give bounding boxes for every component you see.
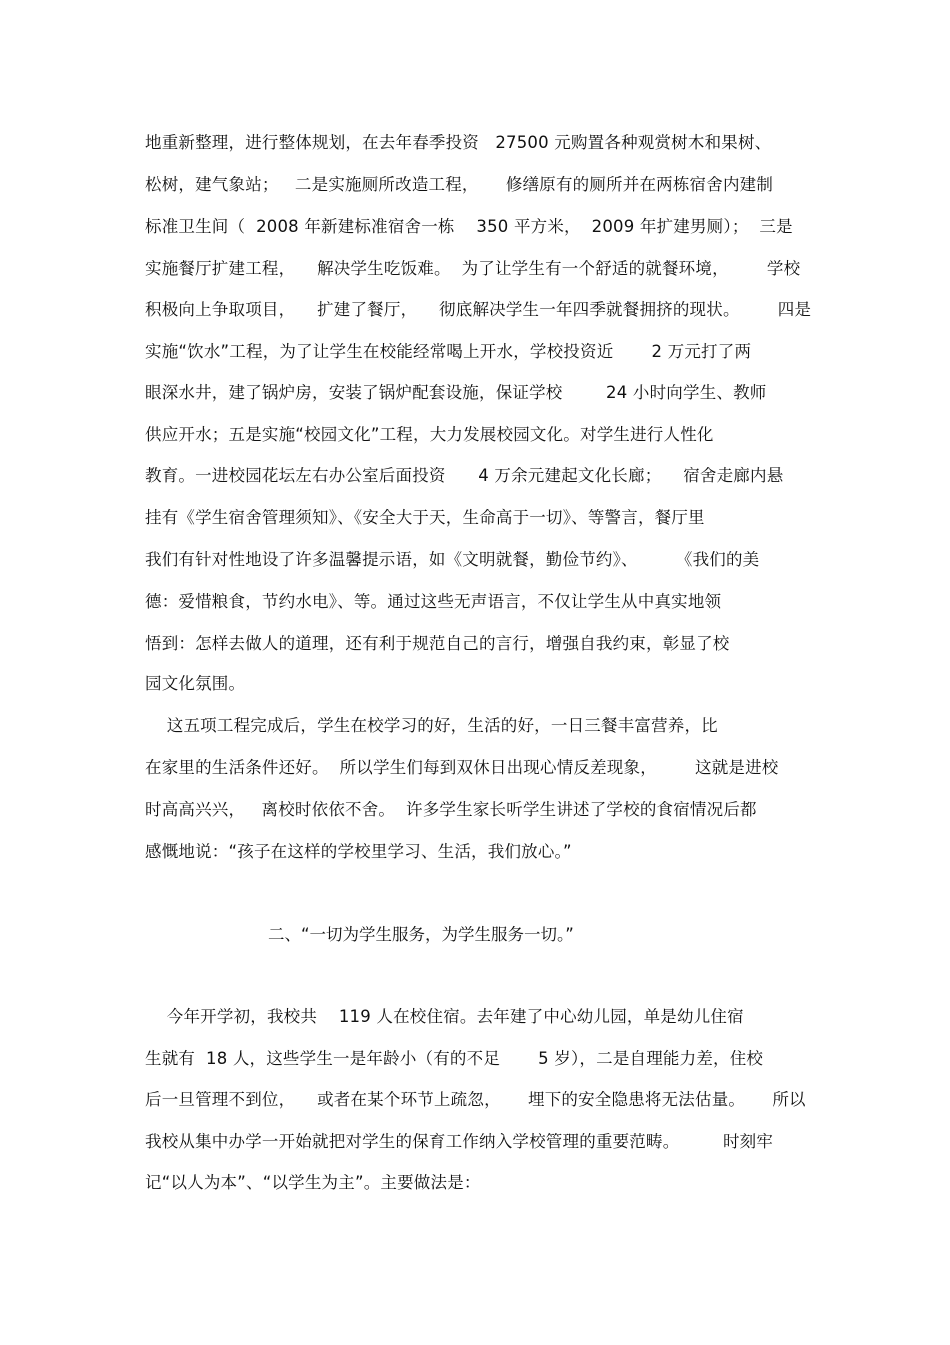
text-line: 眼深水井，建了锅炉房，安装了锅炉配套设施，保证学校 24 小时向学生、教师: [145, 383, 767, 402]
text-line: 松树，建气象站； 二是实施厕所改造工程， 修缮原有的厕所并在两栋宿舍内建制: [145, 175, 774, 194]
text-line: 时高高兴兴， 离校时依依不舍。 许多学生家长听学生讲述了学校的食宿情况后都: [145, 800, 757, 819]
text-line: 实施“饮水”工程，为了让学生在校能经常喝上开水，学校投资近 2 万元打了两: [145, 342, 752, 361]
text-line: 记“以人为本”、“以学生为主”。主要做法是：: [145, 1173, 481, 1192]
text-line: 我校从集中办学一开始就把对学生的保育工作纳入学校管理的重要范畴。 时刻牢: [145, 1132, 774, 1151]
text-line: 在家里的生活条件还好。 所以学生们每到双休日出现心情反差现象， 这就是进校: [145, 758, 779, 777]
text-line: 教育。一进校园花坛左右办公室后面投资 4 万余元建起文化长廊； 宿舍走廊内悬: [145, 466, 784, 485]
text-line: 今年开学初，我校共 119 人在校住宿。去年建了中心幼儿园，单是幼儿住宿: [145, 1007, 744, 1026]
section-heading: 二、“一切为学生服务，为学生服务一切。”: [268, 925, 574, 944]
text-line: 悟到：怎样去做人的道理，还有利于规范自己的言行，增强自我约束，彰显了校: [145, 634, 730, 653]
text-line: 积极向上争取项目， 扩建了餐厅， 彻底解决学生一年四季就餐拥挤的现状。 四是: [145, 300, 812, 319]
text-line: 生就有 18 人，这些学生一是年龄小（有的不足 5 岁），二是自理能力差，住校: [145, 1049, 764, 1068]
text-line: 标准卫生间（ 2008 年新建标准宿舍一栋 350 平方米， 2009 年扩建男厕）； 三是: [145, 217, 793, 236]
text-line: 这五项工程完成后，学生在校学习的好，生活的好，一日三餐丰富营养，比: [145, 716, 718, 735]
text-line: 我们有针对性地设了许多温馨提示语，如《文明就餐，勤俭节约》、 《我们的美: [145, 550, 760, 569]
text-line: 感慨地说：“孩子在这样的学校里学习、生活，我们放心。”: [145, 842, 572, 861]
text-line: 实施餐厅扩建工程， 解决学生吃饭难。 为了让学生有一个舒适的就餐环境， 学校: [145, 259, 801, 278]
text-line: 后一旦管理不到位， 或者在某个环节上疏忽， 埋下的安全隐患将无法估量。 所以: [145, 1090, 806, 1109]
text-line: 园文化氛围。: [145, 674, 246, 693]
text-line: 供应开水；五是实施“校园文化”工程，大力发展校园文化。对学生进行人性化: [145, 425, 714, 444]
text-line: 地重新整理，进行整体规划，在去年春季投资 27500 元购置各种观赏树木和果树、: [145, 133, 772, 152]
text-line: 德：爱惜粮食，节约水电》、等。通过这些无声语言，不仅让学生从中真实地领: [145, 592, 722, 611]
text-line: 挂有《学生宿舍管理须知》、《安全大于天，生命高于一切》、等警言，餐厅里: [145, 508, 705, 527]
